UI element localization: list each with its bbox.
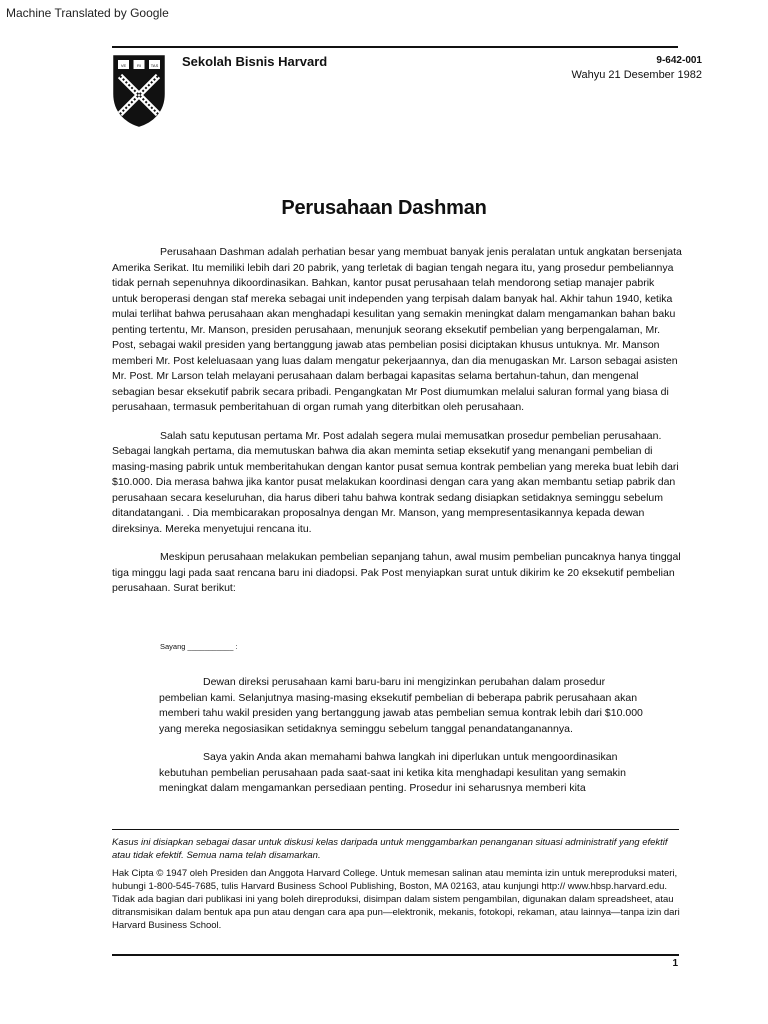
case-number: 9-642-001 bbox=[656, 55, 702, 66]
case-disclaimer: Kasus ini disiapkan sebagai dasar untuk diskusi kelas daripada untuk menggambarkan penanganan situasi administratif yang efektif atau tidak efektif. Semua nama telah disamarkan. bbox=[112, 837, 668, 861]
paragraph-2: Salah satu keputusan pertama Mr. Post adalah segera mulai memusatkan prosedur pembelian perusahaan. Sebagai langkah pertama, dia memutuskan bahwa dia akan meminta setiap eksekutif yang menangani pembelian di masing-masing pabrik untuk memberitahukan dengan kantor pusat semua kontrak pembelian yang mereka buat lebih dari $10.000. Dia merasa bahwa jika kantor pusat melakukan koordinasi dengan cara yang akan membantu setiap pabrik dan perusahaan secara keseluruhan, dia harus diberi tahu bahwa kontrak sedang disiapkan setidaknya seminggu sebelum ditandatangani. . Dia membicarakan proposalnya dengan Mr. Manson, yang mempresentasikannya kepada dewan direksinya. Mereka menyetujui rencana itu. bbox=[112, 429, 679, 535]
copyright-notice: Hak Cipta © 1947 oleh Presiden dan Anggota Harvard College. Untuk memesan salinan atau meminta izin untuk mereproduksi materi, hubungi 1-800-545-7685, tulis Harvard Business School Publishing, Boston, MA 02163, atau kunjungi http:// www.hbsp.harvard.edu. Tidak ada bagian dari publikasi ini yang boleh direproduksi, disimpan dalam sistem pengambilan, digunakan dalam spreadsheet, atau ditransmisikan dalam bentuk apa pun atau dengan cara apa pun—elektronik, mekanis, fotokopi, rekaman, atau lainnya—tanpa izin dari Harvard Business School. bbox=[112, 868, 680, 931]
machine-translated-banner: Machine Translated by Google bbox=[6, 6, 169, 20]
school-name: Sekolah Bisnis Harvard bbox=[182, 54, 328, 69]
footer-rule bbox=[112, 954, 679, 956]
case-title: Perusahaan Dashman bbox=[281, 197, 487, 219]
paragraph-3: Meskipun perusahaan melakukan pembelian sepanjang tahun, awal musim pembelian puncaknya hanya tinggal tiga minggu lagi pada saat rencana baru ini diadopsi. Pak Post menyiapkan surat untuk dikirim ke 20 eksekutif pembelian perusahaan. Surat berikut: bbox=[112, 551, 681, 594]
case-date: Wahyu 21 Desember 1982 bbox=[571, 69, 702, 81]
header-rule bbox=[112, 46, 678, 48]
letter-paragraph-1: Dewan direksi perusahaan kami baru-baru ini mengizinkan perubahan dalam prosedur pembelian kami. Selanjutnya masing-masing eksekutif pembelian di beberapa pabrik perusahaan akan memberi tahu wakil presiden yang bertanggung jawab atas pembelian semua kontrak lebih dari $10.000 yang mereka negosiasikan setidaknya seminggu sebelum tanggal penandatanganannya. bbox=[159, 676, 643, 735]
footnote-rule bbox=[112, 829, 679, 830]
letter-paragraph-2: Saya yakin Anda akan memahami bahwa langkah ini diperlukan untuk mengoordinasikan kebutuhan pembelian perusahaan pada saat-saat ini ketika kita menghadapi kesulitan yang semakin meningkat dalam mengamankan persediaan penting. Prosedur ini seharusnya memberi kita bbox=[159, 751, 626, 794]
paragraph-1: Perusahaan Dashman adalah perhatian besar yang membuat banyak jenis peralatan untuk angkatan bersenjata Amerika Serikat. Itu memiliki lebih dari 20 pabrik, yang terletak di bagian tengah negara itu, yang prosedur pembeliannya tidak pernah sepenuhnya dikoordinasikan. Bahkan, kantor pusat perusahaan telah mendorong setiap manajer pabrik untuk beroperasi dengan staf mereka sebagai unit independen yang terpisah dalam banyak hal. Akhir tahun 1940, ketika mulai terlihat bahwa perusahaan akan menghadapi kesulitan yang semakin meningkat dalam mengamankan bahan baku penting tertentu, Mr. Manson, presiden perusahaan, menunjuk seorang eksekutif pembelian yang berpengalaman, Mr. Post, sebagai wakil presiden yang bertanggung jawab atas pembelian posisi diciptakan khusus untuknya. Mr. Manson memberi Mr. Post keleluasaan yang luas dalam mengatur pekerjaannya, dan dia menugaskan Mr. Larson sebagai asisten Mr. Post. Mr Larson telah melayani perusahaan dalam berbagai kapasitas selama bertahun-tahun, dan mengenal sebagian besar eksekutif pabrik secara pribadi. Pengangkatan Mr Post diumumkan melalui saluran formal yang biasa di perusahaan, termasuk pemberitahuan di organ rumah yang diterbitkan oleh perusahaan. bbox=[112, 246, 682, 413]
page-number: 1 bbox=[672, 958, 678, 969]
letter-salutation: Sayang ___________ : bbox=[160, 642, 238, 651]
crest-letters-3: TAS bbox=[150, 63, 159, 68]
case-body bbox=[112, 245, 682, 610]
crest-letters-1: VE bbox=[120, 63, 127, 68]
harvard-shield-icon bbox=[112, 54, 166, 128]
crest-letters-2: RI bbox=[137, 63, 141, 68]
letter-body bbox=[159, 675, 649, 810]
